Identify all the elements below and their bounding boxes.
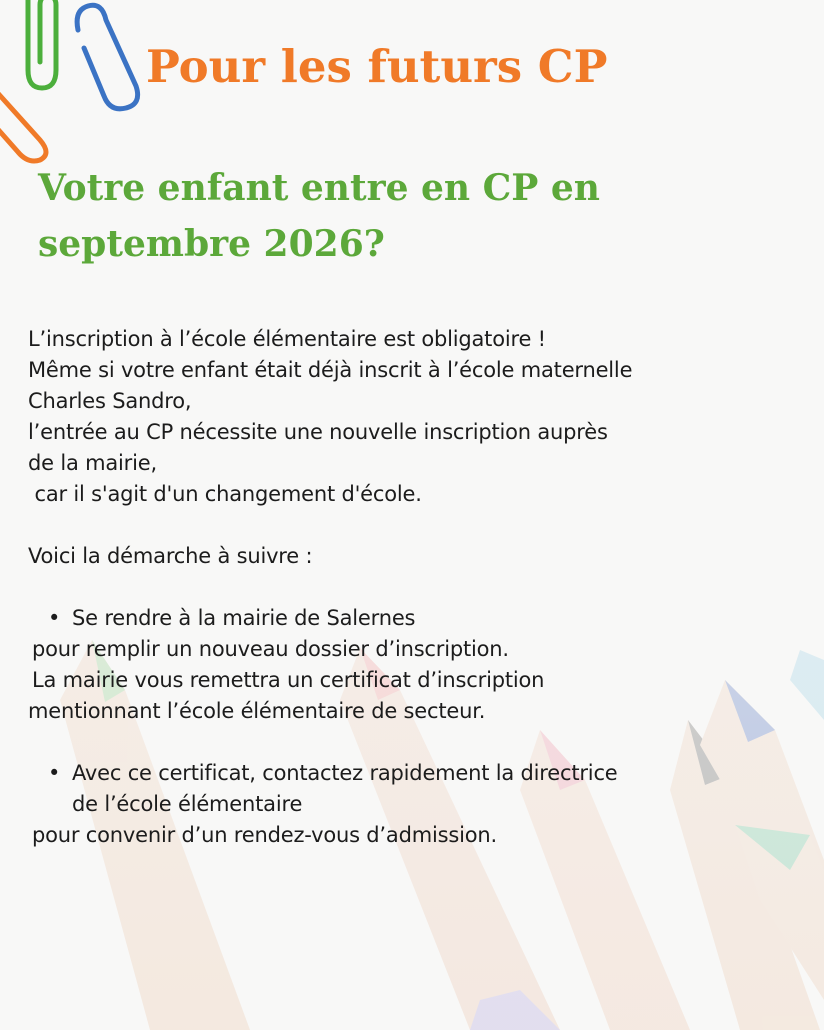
text-line: Même si votre enfant était déjà inscrit à l’école maternelle — [28, 358, 633, 382]
bullet-dot-icon: • — [48, 761, 61, 785]
green-paperclip-icon — [28, 0, 56, 88]
steps-intro: Voici la démarche à suivre : — [28, 544, 313, 568]
text-line: Charles Sandro, — [28, 389, 192, 413]
list-item-text: Se rendre à la mairie de Salernes — [72, 606, 416, 630]
text-line: L’inscription à l’école élémentaire est obligatoire ! — [28, 327, 546, 351]
text-line: car il s'agit d'un changement d'école. — [28, 482, 422, 506]
subtitle-line: septembre 2026? — [38, 223, 385, 265]
orange-paperclip-icon — [0, 90, 46, 161]
blue-paperclip-icon — [77, 5, 138, 109]
text-line: pour convenir d’un rendez-vous d’admission. — [32, 823, 497, 847]
text-line: de la mairie, — [28, 451, 157, 475]
page-subtitle — [38, 160, 798, 272]
list-item — [28, 758, 818, 789]
list-item-text: Avec ce certificat, contactez rapidement la directrice — [72, 761, 618, 785]
list-item — [28, 603, 818, 634]
page-title: Pour les futurs CP — [146, 40, 608, 93]
bullet-dot-icon: • — [48, 606, 61, 630]
text-line: pour remplir un nouveau dossier d’inscription. — [32, 637, 509, 661]
text-line: La mairie vous remettra un certificat d’inscription — [32, 668, 545, 692]
text-line: mentionnant l’école élémentaire de secteur. — [28, 699, 486, 723]
subtitle-line: Votre enfant entre en CP en — [38, 167, 600, 209]
main-text — [28, 324, 818, 851]
paperclip-icons — [0, 0, 150, 170]
list-item-continuation: de l’école élémentaire — [72, 792, 303, 816]
text-line: l’entrée au CP nécessite une nouvelle inscription auprès — [28, 420, 608, 444]
